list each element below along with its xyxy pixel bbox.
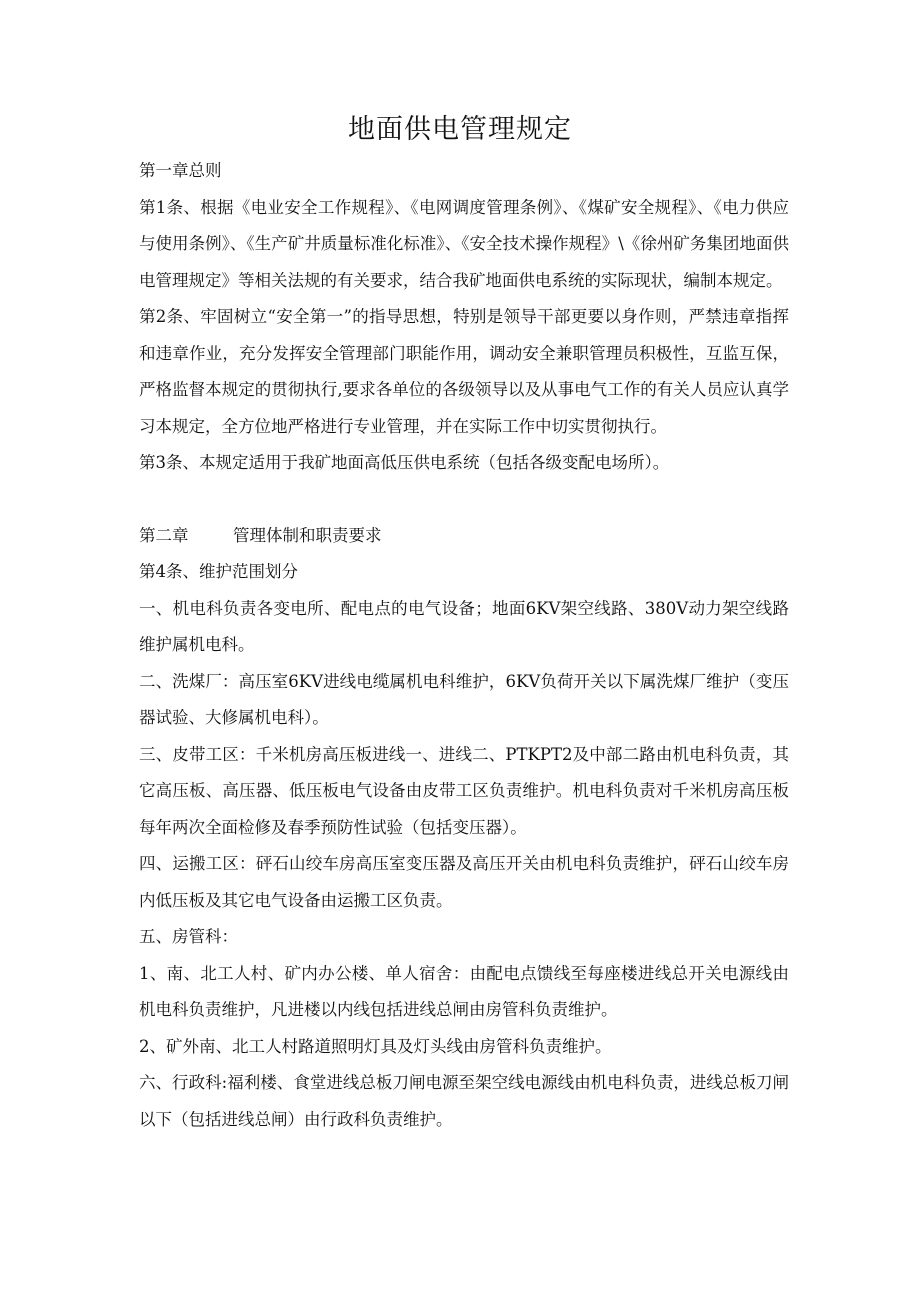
- article-1: 第1条、根据《电业安全工作规程》、《电网调度管理条例》、《煤矿安全规程》、《电力供应与使用条例》、《生产矿井质量标准化标准》、《安全技术操作规程》\《徐州矿务集团地面供电管理规定》等相关法规的有关要求，结合我矿地面供电系统的实际现状，编制本规定。: [139, 197, 789, 290]
- item-1: 一、机电科负责各变电所、配电点的电气设备；地面6KV架空线路、380V动力架空线路维护属机电科。: [139, 598, 789, 654]
- item-5-2: 2、矿外南、北工人村路道照明灯具及灯头线由房管科负责维护。: [139, 1036, 612, 1056]
- item-5: 五、房管科：: [139, 927, 238, 946]
- article-4: 第4条、维护范围划分: [139, 562, 298, 581]
- article-2: 第2条、牢固树立“安全第一”的指导思想，特别是领导干部更要以身作则，严禁违章指挥和违章作业，充分发挥安全管理部门职能作用，调动安全兼职管理员积极性，互监互保，严格监督本规定的贯彻执行,要求各单位的各级领导以及从事电气工作的有关人员应认真学习本规定，全方位地严格进行专业管理，并在实际工作中切实贯彻执行。: [139, 307, 789, 436]
- article-3: 第3条、本规定适用于我矿地面高低压供电系统（包括各级变配电场所）。: [139, 453, 670, 472]
- item-4: 四、运搬工区：砰石山绞车房高压室变压器及高压开关由机电科负责维护，砰石山绞车房内低压板及其它电气设备由运搬工区负责。: [139, 854, 789, 910]
- document-title: 地面供电管理规定: [348, 114, 572, 145]
- chapter2-title: 管理体制和职责要求: [233, 525, 382, 545]
- section-gap: [139, 482, 789, 518]
- item-5-1: 1、南、北工人村、矿内办公楼、单人宿舍：由配电点馈线至每座楼进线总开关电源线由机电科负责维护，凡进楼以内线包括进线总闸由房管科负责维护。: [139, 963, 789, 1019]
- item-2: 二、洗煤厂：高压室6KV进线电缆属机电科维护，6KV负荷开关以下属洗煤厂维护（变压器试验、大修属机电科）。: [139, 671, 789, 727]
- item-3: 三、皮带工区：千米机房高压板进线一、进线二、PTKPT2及中部二路由机电科负责，其它高压板、高压器、低压板电气设备由皮带工区负责维护。机电科负责对千米机房高压板每年两次全面检修及春季预防性试验（包括变压器）。: [139, 744, 789, 837]
- chapter2-heading: [139, 518, 789, 555]
- chapter2-number: 第二章: [139, 525, 189, 545]
- chapter1-heading: 第一章总则: [139, 161, 222, 180]
- document-body: [139, 153, 789, 1138]
- item-6: 六、行政科:福利楼、食堂进线总板刀闸电源至架空线电源线由机电科负责，进线总板刀闸以下（包括进线总闸）由行政科负责维护。: [139, 1073, 789, 1129]
